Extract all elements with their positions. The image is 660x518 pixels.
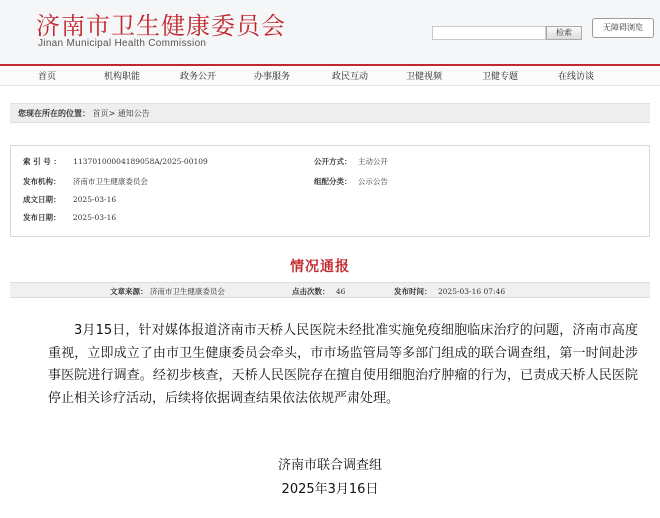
document-meta bbox=[10, 145, 650, 237]
nav-item-interaction[interactable]: 政民互动 bbox=[332, 72, 369, 82]
article-time-label: 发布时间： bbox=[394, 287, 432, 296]
article-source-value: 济南市卫生健康委员会 bbox=[149, 287, 225, 296]
article-clicks bbox=[292, 286, 345, 297]
article-time bbox=[394, 286, 505, 297]
article-source bbox=[110, 286, 225, 297]
breadcrumb-label: 您现在所在的位置： bbox=[18, 108, 90, 118]
breadcrumb-path[interactable]: 首页> 通知公告 bbox=[92, 109, 150, 118]
meta-written-value: 2025-03-16 bbox=[72, 195, 117, 204]
nav-item-services[interactable]: 办事服务 bbox=[254, 72, 291, 82]
article-content bbox=[10, 298, 650, 518]
meta-written-label: 成文日期： bbox=[23, 195, 61, 204]
article-info-bar bbox=[10, 282, 650, 298]
meta-published-date bbox=[23, 212, 116, 223]
search-input[interactable] bbox=[432, 26, 546, 40]
meta-publisher bbox=[23, 176, 148, 187]
search-button[interactable]: 检索 bbox=[546, 26, 582, 40]
meta-disclosure-value: 主动公开 bbox=[357, 157, 388, 166]
accessibility-button[interactable]: 无障碍浏览 bbox=[592, 18, 654, 38]
nav-item-videos[interactable]: 卫健视频 bbox=[406, 72, 443, 82]
meta-disclosure bbox=[314, 156, 388, 167]
breadcrumb bbox=[10, 103, 650, 123]
meta-disclosure-label: 公开方式： bbox=[314, 157, 352, 166]
meta-index bbox=[23, 156, 208, 167]
meta-index-value: 11370100004189058A/2025-00109 bbox=[73, 157, 208, 166]
article-clicks-value: 46 bbox=[335, 287, 346, 296]
meta-publisher-label: 发布机构： bbox=[23, 177, 61, 186]
nav-item-functions[interactable]: 机构职能 bbox=[104, 72, 141, 82]
meta-written-date bbox=[23, 194, 116, 205]
meta-category-label: 组配分类： bbox=[314, 177, 352, 186]
article-time-value: 2025-03-16 07:46 bbox=[437, 287, 506, 296]
article-title: 情况通报 bbox=[290, 259, 350, 275]
article-body: 3月15日，针对媒体报道济南市天桥人民医院未经批准实施免疫细胞临床治疗的问题，济南市高度重视，立即成立了由市卫生健康委员会牵头，市市场监管局等多部门组成的联合调查组，第一时间赴涉事医院进行调查。经初步核查，天桥人民医院存在擅自使用细胞治疗肿瘤的行为，已责成天桥人民医院停止相关诊疗活动，后续将依据调查结果依法依规严肃处理。 bbox=[48, 323, 638, 406]
site-title[interactable]: 济南市卫生健康委员会 bbox=[36, 12, 286, 40]
nav-item-home[interactable]: 首页 bbox=[38, 72, 57, 82]
article-clicks-label: 点击次数： bbox=[292, 287, 330, 296]
meta-category-value: 公示公告 bbox=[357, 177, 388, 186]
article-date: 2025年3月16日 bbox=[281, 482, 379, 497]
meta-published-label: 发布日期： bbox=[23, 213, 61, 222]
nav-item-gov-affairs[interactable]: 政务公开 bbox=[180, 72, 217, 82]
meta-publisher-value: 济南市卫生健康委员会 bbox=[72, 177, 148, 186]
article-signature: 济南市联合调查组 bbox=[277, 458, 382, 473]
nav-item-interviews[interactable]: 在线访谈 bbox=[558, 72, 595, 82]
site-header bbox=[0, 0, 660, 64]
site-subtitle: Jinan Municipal Health Commission bbox=[38, 38, 207, 49]
meta-published-value: 2025-03-16 bbox=[72, 213, 117, 222]
article-source-label: 文章来源： bbox=[110, 287, 148, 296]
main-nav bbox=[0, 64, 660, 86]
meta-category bbox=[314, 176, 388, 187]
meta-index-label: 索 引 号 ： bbox=[23, 157, 61, 166]
nav-item-topics[interactable]: 卫健专题 bbox=[482, 72, 519, 82]
